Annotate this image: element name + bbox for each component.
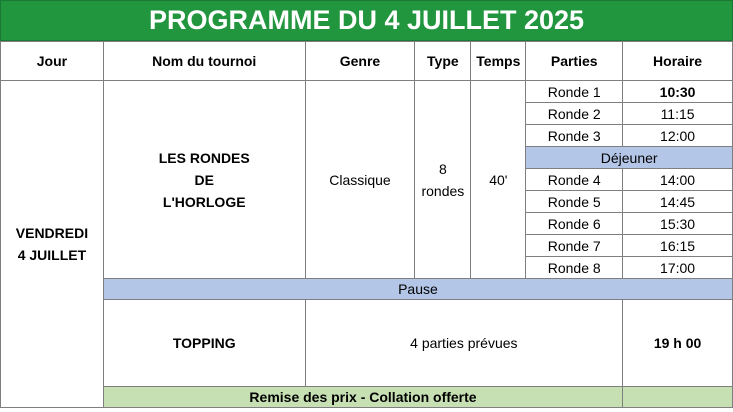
- round-label: Ronde 4: [526, 169, 623, 191]
- round-time: 12:00: [623, 125, 733, 147]
- round-label: Ronde 1: [526, 81, 623, 103]
- prize-row-end: [623, 387, 733, 408]
- round-time: 10:30: [623, 81, 733, 103]
- day-line1: VENDREDI: [15, 225, 89, 241]
- header-parties: Parties: [526, 42, 623, 81]
- header-jour: Jour: [1, 42, 104, 81]
- round-label: Ronde 5: [526, 191, 623, 213]
- tournament1-genre: Classique: [305, 81, 415, 279]
- header-type: Type: [415, 42, 471, 81]
- header-genre: Genre: [305, 42, 415, 81]
- prize-row: Remise des prix - Collation offerte: [103, 387, 622, 408]
- header-nom: Nom du tournoi: [103, 42, 305, 81]
- round-label: Ronde 3: [526, 125, 623, 147]
- round-time: 16:15: [623, 235, 733, 257]
- tournament2-games: 4 parties prévues: [305, 300, 623, 387]
- table-row: [1, 300, 733, 387]
- round-label: Ronde 7: [526, 235, 623, 257]
- header-horaire: Horaire: [623, 42, 733, 81]
- tournament2-time: 19 h 00: [623, 300, 733, 387]
- round-time: 17:00: [623, 257, 733, 279]
- tournament1-temps: 40': [471, 81, 526, 279]
- day-line2: 4 JUILLET: [17, 247, 87, 263]
- lunch-row: Déjeuner: [526, 147, 733, 169]
- day-cell: [1, 81, 104, 408]
- round-label: Ronde 2: [526, 103, 623, 125]
- header-temps: Temps: [471, 42, 526, 81]
- tournament1-type: 8 rondes: [415, 81, 471, 279]
- round-label: Ronde 6: [526, 213, 623, 235]
- table-row: [1, 81, 733, 103]
- page-title: PROGRAMME DU 4 JUILLET 2025: [0, 0, 733, 41]
- round-time: 14:45: [623, 191, 733, 213]
- round-label: Ronde 8: [526, 257, 623, 279]
- schedule-table: [0, 41, 733, 408]
- tournament1-name: LES RONDES DE L'HORLOGE: [103, 81, 305, 279]
- tournament2-name: TOPPING: [103, 300, 305, 387]
- header-row: [1, 42, 733, 81]
- round-time: 14:00: [623, 169, 733, 191]
- round-time: 11:15: [623, 103, 733, 125]
- table-row: [1, 387, 733, 408]
- table-row: [1, 279, 733, 300]
- round-time: 15:30: [623, 213, 733, 235]
- pause-row: Pause: [103, 279, 732, 300]
